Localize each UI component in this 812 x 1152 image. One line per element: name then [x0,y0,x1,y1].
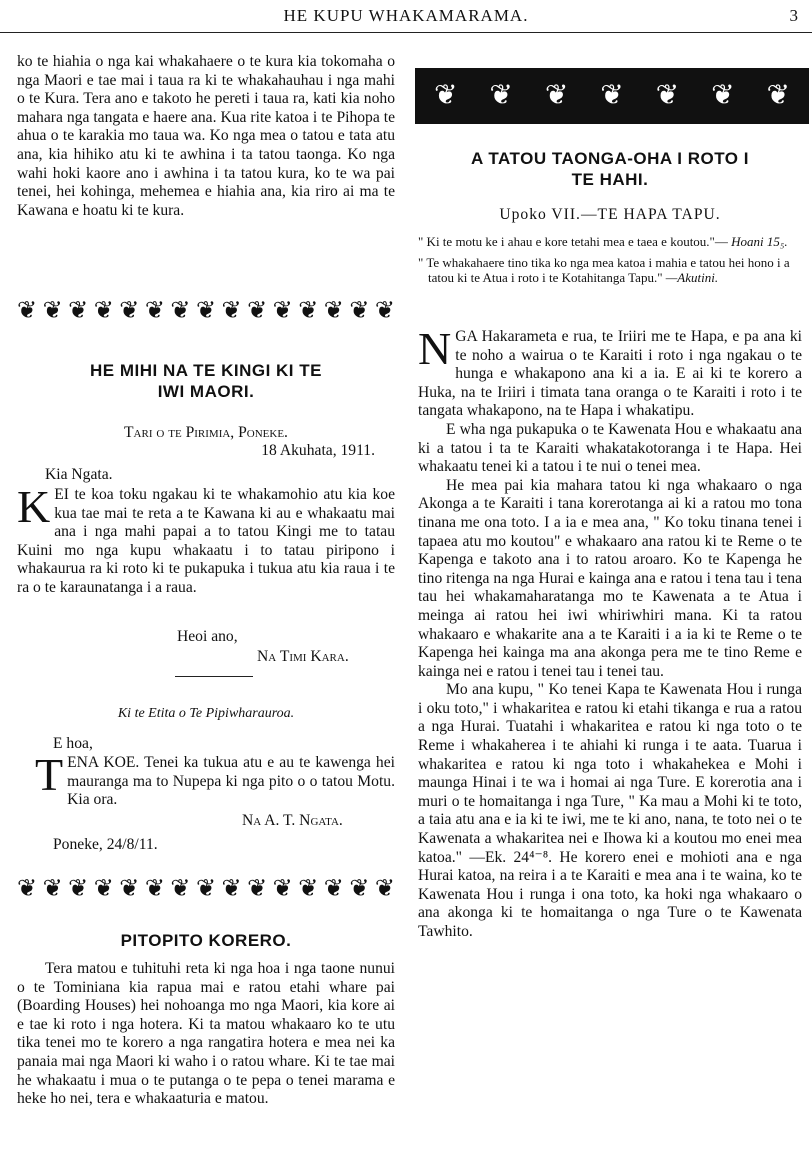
news-heading: PITOPITO KORERO. [120,931,292,950]
news-body: Tera matou e tuhituhi reta ki nga hoa i nga taone nunui o te Tominiana kia rapua mai e ratou etahi whare pai (Boarding Houses) hei nohoanga mo nga Maori, kia kore ai e tae ki roto i nga hotera. Ki ta matou whakaaro ko te utu tika tenei mo te korero a nga rangatira hotera e mea nei ka panaia mai nga Maori ki waho i o ratou whare. Ki te tae mai he whakaatu i mua o te putanga o te pepa o tenei marama e heke ho nei, tera e whakaaturia e matou. [17,960,395,1108]
epigraph-quote [418,255,802,285]
place-date: Poneke, 24/8/11. [53,836,158,853]
heading-line: A TATOU TAONGA-OHA I ROTO I [471,149,749,168]
king-letter-body [17,481,395,598]
king-article-heading [17,360,395,402]
frieze-ornament-icon: ❦ [711,79,735,111]
epigraph-quote [418,234,802,249]
salutation: Kia Ngata. [45,466,113,483]
quote-text: " Ki te motu ke i ahau e kore tetahi mea e taea e koutou."— [418,234,728,249]
flower-ornament-icon: ❦ [221,876,242,902]
body-text: EI te koa toku ngakau ki te whakamohio atu kia koe kua tae mai te reta a te Kawana ki au e whakaatu mai ana i nga mahi papai a to tatou Kingi me to tatau Kuini mo nga kupu whakaatu i to tatau piripono i whakaurua ra ki roto ki te pukapuka i tukua atu kia raua i te ra o te karaunatanga i a raua. [17,486,395,596]
paragraph: Mo ana kupu, " Ko tenei Kapa te Kawenata Hou i runga i oku toto," i whakaritea e ratou ki etahi tikanga e rua a ratou a nga Hurai. Tuatahi i whakaritea e ratou ki nga toto o te Reme i whakaherea i te ahiahi ki runga i te aata. Tuarua i whakaritea e ratou ki nga toto i whakahekea e Mohi i maunga Hinai i te wa i homai ai nga Ture. E korerotia ana i muri o te homaitanga i nga Ture, " Ka mau a Mohi ki te toto, a taia atu ana e ia ki te iwi, me te ki ano, nana, te toto nei o te Kawenata a whakaritea nei e Ihowa ki a koutou mo enei mea katoa." —Ek. 24⁴⁻⁸. He korero enei e mohioti ana e nga Hurai katoa, na reira i a te Karaiti e mea ana i te waina, ko te Kawenata Hou i runga i ona toto, ka hoki nga whakaaro o ana akonga ki te homaitanga o nga Ture o te Kawenata Tawhito. [418,681,802,940]
signature: Na Timi Kara. [257,648,349,665]
letter-date: 18 Akuhata, 1911. [261,442,375,459]
greeting: E hoa, [53,735,93,752]
flower-ornament-icon: ❦ [323,876,344,902]
office-line: Tari o te Pirimia, Poneke. [124,424,288,441]
flower-ornament-icon: ❦ [144,298,165,324]
paragraph: GA Hakarameta e rua, te Iriiri me te Hapa, e pa ana ki te noho a wairua o te Karaiti i roto i nga ngakau o te hunga e whakapono ana ki a ia. E ai ki te korero a Huka, na te Iriiri i timata tana oranga o te Karaiti i roto i te tangata whakapono, na te Hapa i whakatipu. [418,328,802,420]
flower-ornament-icon: ❦ [195,876,217,902]
frieze-ornament-icon: ❦ [600,79,624,111]
running-header [0,4,812,33]
running-title: HE KUPU WHAKAMARAMA. [283,6,529,25]
intro-paragraph: ko te hiahia o nga kai whakahaere o te kura kia tokomaha o nga Maori e tae mai i taua ra ki te whakahauhau i nga mahi o te Kura. Tera ano e takoto he pereti i taua ra, kati kia noho mahara nga tangata e haere ana. Kua rite katoa i te Pihopa te ahua o te karakia mo taua wa. Ko nga mea o tatou e tata atu ana, kia hihiko atu ki te awhina i ta tatou taonga. Ko nga wahi hoki kaore ano i awhina i ta tatou kura, ko te wa pai tenei, hei kohinga, mehemea e hiahia ana, kia riro ai ma te Kawana e hoatu ki te kura. [17,53,395,219]
heading-line: HE MIHI NA TE KINGI KI TE [90,361,322,380]
flower-ornament-icon: ❦ [42,298,63,324]
drop-cap: T [35,749,64,800]
epigraphs [418,234,802,291]
flower-ornament-icon: ❦ [247,298,268,324]
quote-text: " Te whakahaere tino tika ko nga mea katoa i mahia e tatou hei hono i a tatou ki te Atua i roto i te Kotahitanga Tapu." [418,255,790,285]
flower-ornament-icon: ❦ [144,876,165,902]
flower-ornament-icon: ❦ [119,876,140,902]
flower-ornament-icon: ❦ [68,298,89,324]
flower-ornament-icon: ❦ [298,298,319,324]
flower-ornament-icon: ❦ [93,876,114,902]
flower-ornament-icon: ❦ [374,298,395,324]
frieze-ornament-icon: ❦ [433,79,458,111]
letter-address: Ki te Etita o Te Pipiwharauroa. [117,706,295,721]
flower-ornament-icon: ❦ [323,298,344,324]
church-article-body [418,323,802,942]
body-text: ENA KOE. Tenei ka tukua atu e au te kawenga hei mauranga ma to Nupepa ki nga pito o o tatou Motu. Kia ora. [67,754,395,809]
heading-line: TE HAHI. [571,170,649,189]
flower-ornament-icon: ❦ [93,298,114,324]
flower-ornament-icon: ❦ [195,298,217,324]
paragraph: He mea pai kia mahara tatou ki nga whakaaro o nga Akonga a te Karaiti i tana korerotanga ai ki a ratou mo tona tinana me ona toto. I a ia e mea ana, " Ko toku tinana tenei i tapaea atu mo koutou" e whakaaro ana ratou ki te Reme o te Kapenga e takoto ana i to ratou aroaro. Ko te Kapenga he tino ritenga na nga Hurai e kainga ana e ratou i tena tau i tena tau hei whakamaharatanga mo te Kawenata a te Atua i meinga ai ratou hei iwi whiriwhiri mana. Ki ta ratou whakaaro e whakarite ana a te Karaiti i a ia ki te Reme o te Kapenga hei kainga ma ana akonga pera me te tino Reme e kainga nei e ratou i tenei tau i tenei tau. [418,476,802,680]
frieze-ornament-icon: ❦ [489,79,513,111]
ngata-letter-body [17,749,395,810]
drop-cap: K [17,481,51,532]
ornamental-frieze [415,68,809,124]
flower-ornament-divider [17,876,395,902]
divider-rule [175,676,253,677]
signature: Na A. T. Ngata. [242,812,343,829]
flower-ornament-icon: ❦ [272,298,293,324]
flower-ornament-icon: ❦ [42,876,63,902]
flower-ornament-icon: ❦ [119,298,140,324]
flower-ornament-icon: ❦ [247,876,268,902]
page-number: 3 [789,6,798,25]
frieze-ornament-icon: ❦ [766,79,790,111]
flower-ornament-icon: ❦ [17,298,38,324]
flower-ornament-icon: ❦ [298,876,319,902]
frieze-ornament-icon: ❦ [655,79,680,111]
church-article-heading [418,148,802,190]
drop-cap: N [418,323,452,374]
flower-ornament-icon: ❦ [349,876,370,902]
flower-ornament-icon: ❦ [170,298,191,324]
flower-ornament-icon: ❦ [170,876,191,902]
paragraph: E wha nga pukapuka o te Kawenata Hou e whakaatu ana ki a tatou i ta te Karaiti whakatakotoranga i te Hapa. Hei whakaatu tenei ki a tatou i te nui o tenei mea. [418,420,802,476]
chapter-title: Upoko VII.—TE HAPA TAPU. [499,206,721,223]
flower-ornament-icon: ❦ [374,876,395,902]
quote-source: —Akutini. [665,270,719,285]
flower-ornament-divider [17,298,395,324]
flower-ornament-icon: ❦ [349,298,370,324]
flower-ornament-icon: ❦ [272,876,293,902]
closing: Heoi ano, [177,628,238,645]
flower-ornament-icon: ❦ [17,876,38,902]
flower-ornament-icon: ❦ [68,876,89,902]
flower-ornament-icon: ❦ [221,298,242,324]
heading-line: IWI MAORI. [157,382,255,401]
frieze-ornament-icon: ❦ [544,79,569,111]
quote-source: Hoani 15₅. [731,234,788,249]
